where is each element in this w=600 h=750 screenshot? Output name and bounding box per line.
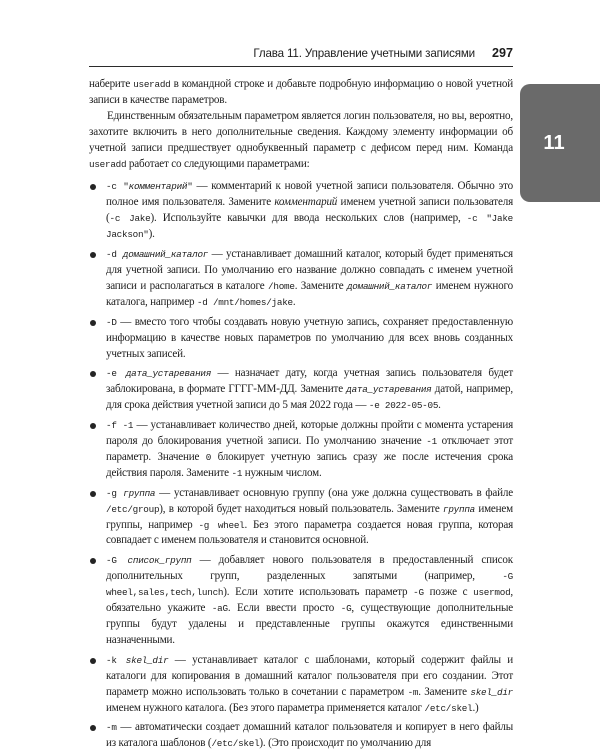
param-item-c: -c "комментарий" — комментарий к новой учетной записи пользователя. Обычно это полное имя пользователя. Замените комментарий именем учетной записи пользователя (-c Jake). Используйте кавычки для ввода нескольких слов (например, -c "Jake Jackson").: [89, 179, 513, 243]
chapter-tab-number: 11: [543, 131, 565, 154]
param-item-D: -D — вместо того чтобы создавать новую учетную запись, сохраняет предоставленную информацию в качестве новых параметров по умолчанию для всех вновь созданных учетных записей.: [89, 315, 513, 363]
bullet-icon: [90, 371, 96, 377]
page-number: 297: [491, 46, 513, 60]
bullet-icon: [90, 423, 96, 429]
param-item-k: -k skel_dir — устанавливает каталог с шаблонами, который содержит файлы и каталоги для копирования в домашний каталог пользователя при его создании. Этот параметр можно использовать только в сочетании с параметром -m. Замените skel_dir именем нужного каталога. (Без этого параметра применяется каталог /etc/skel.): [89, 653, 513, 717]
chapter-title: Глава 11. Управление учетными записями: [253, 47, 475, 60]
intro-paragraph-1: наберите useradd в командной строке и добавьте подробную информацию о новой учетной записи в качестве параметров.: [89, 78, 513, 106]
bullet-icon: [90, 184, 96, 190]
bullet-icon: [90, 725, 96, 731]
param-item-d: -d домашний_каталог — устанавливает домашний каталог, который будет применяться для учетной записи. По умолчанию его название должно совпадать с именем учетной записи и располагаться в каталоге /home. Замените домашний_каталог именем нужного каталога, например -d /mnt/homes/jake.: [89, 247, 513, 311]
bullet-icon: [90, 320, 96, 326]
param-item-e: -e дата_устаревания — назначает дату, когда учетная запись пользователя будет заблокирована, в формате ГГГГ-ММ-ДД. Замените дата_устаревания датой, например, для срока действия учетной записи до 5 мая 2022 года — -e 2022-05-05.: [89, 366, 513, 414]
param-item-m: -m — автоматически создает домашний каталог пользователя и копирует в него файлы из каталога шаблонов (/etc/skel). (Это происходит по умолчанию для: [89, 720, 513, 750]
bullet-icon: [90, 658, 96, 664]
param-item-f: -f -1 — устанавливает количество дней, которые должны пройти с момента устарения пароля до блокирования учетной записи. По умолчанию значение -1 отключает этот параметр. Значение 0 блокирует учетную запись сразу же после истечения срока действия пароля. Замените -1 нужным числом.: [89, 418, 513, 482]
param-item-G: -G список_групп — добавляет нового пользователя в предоставленный список дополнительных групп, разделенных запятыми (например, -G wheel,sales,tech,lunch). Если хотите использовать параметр -G позже с usermod, обязательно укажите -aG. Если ввести просто -G, существующие дополнительные группы будут удалены и представленные группы окажутся единственными назначенными.: [89, 553, 513, 648]
chapter-thumb-tab: [520, 84, 600, 202]
page-header: [89, 44, 513, 67]
param-item-g: -g группа — устанавливает основную группу (она уже должна существовать в файле /etc/group), в которой будет находиться новый пользователь. Замените группа именем группы, например -g wheel. Без этого параметра создается новая группа, которая совпадает с именем пользователя и становится основной.: [89, 486, 513, 550]
bullet-icon: [90, 491, 96, 497]
page-body: [89, 77, 513, 750]
bullet-icon: [90, 252, 96, 258]
intro-paragraph-2: Единственным обязательным параметром является логин пользователя, но вы, вероятно, захотите включить в него дополнительные сведения. Каждому элементу информации об учетной записи предшествует однобуквенный параметр с дефисом перед ним. Команда useradd работает со следующими параметрами:: [89, 109, 513, 170]
parameter-list: [89, 179, 513, 750]
bullet-icon: [90, 558, 96, 564]
